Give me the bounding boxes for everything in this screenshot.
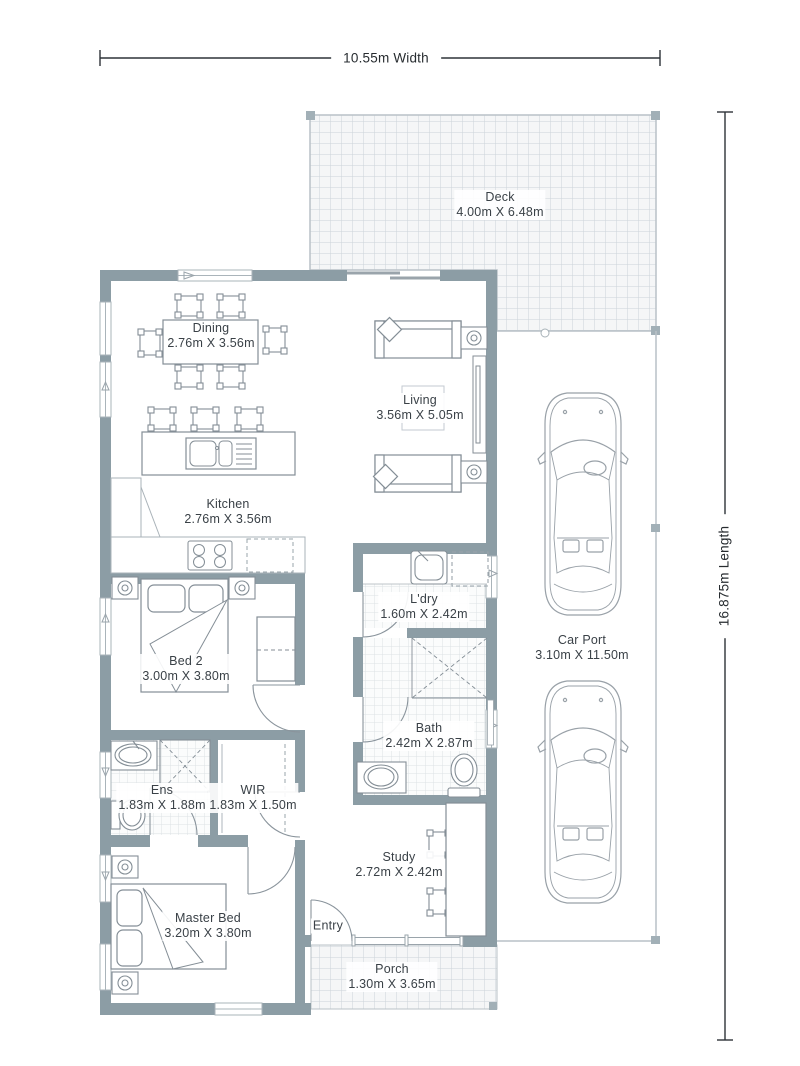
room-dims: 3.10m X 11.50m (535, 648, 629, 662)
room-dims: 1.83m X 1.50m (209, 798, 297, 812)
room-name: Entry (312, 918, 344, 933)
room-label-deck (454, 190, 545, 220)
room-name: WIR (207, 783, 298, 798)
room-dims: 1.83m X 1.88m (118, 798, 206, 812)
room-label-ens (116, 783, 207, 813)
room-dims: 2.76m X 3.56m (184, 512, 272, 526)
entry-window-sill (352, 935, 463, 946)
room-label-entry (311, 919, 345, 934)
room-dims: 3.56m X 5.05m (376, 408, 464, 422)
car-2 (538, 681, 628, 903)
room-label-bath (383, 721, 474, 751)
bed2-door (253, 685, 300, 732)
room-label-bed2 (140, 654, 231, 684)
room-name: Bed 2 (140, 654, 231, 669)
towel-rail (488, 700, 494, 745)
deck-area (306, 111, 660, 337)
kitchen-sink (186, 438, 256, 469)
kitchen-island (142, 407, 295, 475)
room-name: Kitchen (182, 497, 273, 512)
room-name: Bath (383, 721, 474, 736)
room-label-laundry (378, 592, 469, 622)
room-label-wir (207, 783, 298, 813)
room-dims: 1.30m X 3.65m (348, 977, 436, 991)
room-name: Deck (454, 190, 545, 205)
room-dims: 2.42m X 2.87m (385, 736, 473, 750)
room-label-carport (533, 633, 631, 663)
sliding-door (347, 273, 440, 278)
length-dimension-label: 16.875m Length (717, 514, 732, 638)
room-name: Ens (116, 783, 207, 798)
room-name: L'dry (378, 592, 469, 607)
tv-unit (473, 356, 486, 453)
room-name: Master Bed (162, 911, 253, 926)
room-name: Porch (346, 962, 437, 977)
room-label-kitchen (182, 497, 273, 527)
bed2-wardrobe (257, 617, 295, 681)
room-label-master-bed (162, 911, 253, 941)
master-door (248, 847, 295, 894)
room-dims: 3.00m X 3.80m (142, 669, 230, 683)
laundry-fixtures (363, 551, 488, 586)
width-dimension-label: 10.55m Width (331, 51, 441, 66)
room-label-living (374, 393, 465, 423)
bath-vanity (357, 762, 406, 793)
room-dims: 2.72m X 2.42m (355, 865, 443, 879)
study-desk (446, 803, 486, 936)
car-1 (538, 393, 628, 615)
room-name: Dining (165, 321, 256, 336)
room-label-dining (165, 321, 256, 351)
sofa-top (375, 317, 461, 358)
room-dims: 1.60m X 2.42m (380, 607, 468, 621)
sofa-bottom (373, 455, 461, 492)
room-label-porch (346, 962, 437, 992)
room-dims: 2.76m X 3.56m (167, 336, 255, 350)
ens-vanity (111, 741, 157, 770)
room-label-study (353, 850, 444, 880)
room-name: Study (353, 850, 444, 865)
room-dims: 3.20m X 3.80m (164, 926, 252, 940)
laundry-tub (411, 551, 447, 584)
room-dims: 4.00m X 6.48m (456, 205, 544, 219)
room-name: Living (374, 393, 465, 408)
room-name: Car Port (533, 633, 631, 648)
